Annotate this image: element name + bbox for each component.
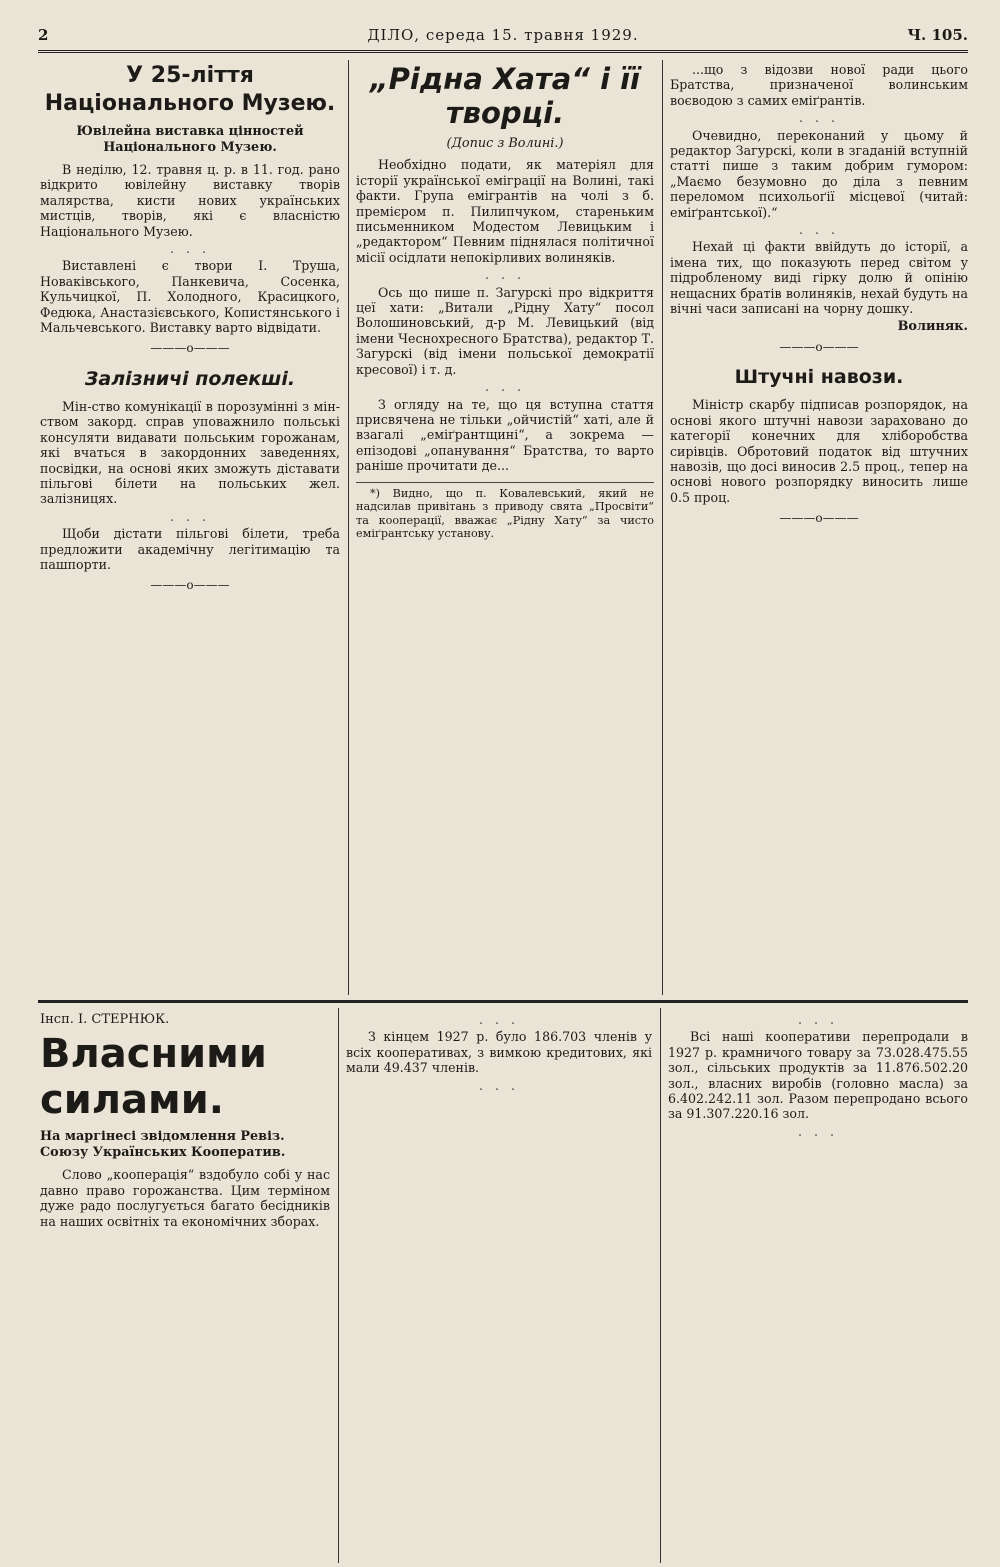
ridna-khata-signature: Волиняк. xyxy=(897,318,968,334)
museum-article-subtitle: Ювілейна виставка цінностей Національного Музею. xyxy=(76,124,304,155)
coop-middle: З кінцем 1927 р. було 186.703 членів у всіх кооперативах, з вимкою кредитових, які мали 49.437 членів. xyxy=(346,1029,652,1076)
ridna-khata-footnote xyxy=(356,482,654,541)
ridna-khata-closing: З огляду на те, що ця вступна стаття присвячена не тільки „ойчистій“ хаті, але й взагалі „еміґрантщині“, а зокрема — епізодові „опанування“ Братства, то варто раніше прочитати де... xyxy=(356,396,654,474)
coop-closing: Всі наші кооперативи перепродали в 1927 р. крамничого товару за 73.028.475.55 зол., сільських продуктів за 11.876.502.20 зол., власних виробів (головно масла) за 6.402.242.11 зол. Разом перепродано всього за 91.307.220.16 зол. xyxy=(668,1029,968,1122)
excerpt-gap: . . . xyxy=(169,241,211,257)
column-1 xyxy=(40,62,340,992)
rail-article-closing: Щоби дістати пільгові білети, треба предложити академічну легітимацію та пашпорти. xyxy=(40,526,340,572)
ridna-khata-cont-closing: Нехай ці факти ввійдуть до історії, а імена тих, що показують перед світом у підробленому виді гірку долю й опінію нещасних братів волиняків, нехай будуть на вічні часи записані на чорну дошку. xyxy=(670,239,968,317)
excerpt-gap: . . . xyxy=(797,1123,839,1139)
ridna-khata-dateline: (Допис з Волині.) xyxy=(446,136,564,151)
ridna-khata-title: „Рідна Хата“ і її творці. xyxy=(370,62,640,130)
fertilizer-title: Штучні навози. xyxy=(734,366,904,389)
fertilizer-text: Міністр скарбу підписав розпорядок, на основі якого штучні навози зараховано до категорії конечних для хліборобства сирівців. Обротовий податок від штучних навозів, що досі виносив 2.5 проц., тепер на основі нового розпорядку виносить лише 0.5 проц. xyxy=(670,397,968,505)
coop-column-2 xyxy=(346,1012,652,1562)
article-end-mark: ———o——— xyxy=(150,341,230,356)
masthead xyxy=(38,26,968,50)
museum-article-title: У 25-ліття Національного Музею. xyxy=(44,63,336,116)
coop-byline: Інсп. І. СТЕРНЮК. xyxy=(40,1012,170,1027)
column-divider xyxy=(662,60,663,995)
ridna-khata-cont-opening: ...що з відозви нової ради цього Братства, призначеної волинським воєводою з самих еміґрантів. xyxy=(670,62,968,108)
article-end-mark: ———o——— xyxy=(779,511,859,526)
excerpt-gap: . . . xyxy=(478,1012,520,1027)
excerpt-gap: . . . xyxy=(484,267,526,283)
excerpt-gap: . . . xyxy=(169,508,211,524)
article-end-mark: ———o——— xyxy=(779,339,859,354)
museum-article-closing: Виставлені є твори І. Труша, Новаківського, Панкевича, Сосенка, Кульчицкої, П. Холодного, Красицкого, Федюка, Анастазієвського, Копистянського і Мальчевського. Виставку варто відвідати. xyxy=(40,258,340,336)
excerpt-gap: . . . xyxy=(798,222,840,238)
column-divider xyxy=(348,60,349,995)
footnote-text: *) Видно, що п. Ковалевський, який не надсилав привітань з приводу свята „Просвіти“ та кооперації, вважає „Рідну Хату“ за чисто еміґрантську установу. xyxy=(356,486,654,541)
section-rule xyxy=(38,1000,968,1003)
coop-title: Власними силами. xyxy=(40,1031,267,1124)
excerpt-gap: . . . xyxy=(798,110,840,126)
column-2 xyxy=(356,62,654,992)
museum-article-opening: В неділю, 12. травня ц. р. в 11. год. рано відкрито ювілейну виставку творів малярства, кисти нових українських мистців, творів, які є власністю Національного Музею. xyxy=(40,162,340,239)
coop-subtitle: На маргінесі звідомлення Ревіз. Союзу Українських Кооператив. xyxy=(40,1129,286,1161)
column-divider xyxy=(338,1008,339,1563)
coop-column-1 xyxy=(40,1012,330,1562)
ridna-khata-middle: Ось що пише п. Загурскі про відкриття цеї хати: „Витали „Рідну Хату“ посол Волошиновський, д-р М. Левицький (від імени Чеснохресного Братства), редактор Т. Загурскі (від імени польської демократії кресової) і т. д. xyxy=(356,284,654,377)
rail-article-opening: Мін-ство комунікації в порозумінні з мін-ством закорд. справ уповажнило польські консуляти видавати польським горожанам, які вчаться в закордонних заведеннях, посвідки, на основі яких зможуть діставати пільгові білети на польських жел. залізницях. xyxy=(40,398,340,507)
article-end-mark: ———o——— xyxy=(150,578,230,593)
excerpt-gap: . . . xyxy=(478,1077,520,1093)
rail-article-title: Залізничі полекші. xyxy=(84,367,296,390)
coop-column-3 xyxy=(668,1012,968,1562)
excerpt-gap: . . . xyxy=(797,1012,839,1027)
paper-and-date: ДІЛО, середа 15. травня 1929. xyxy=(367,26,639,44)
column-3 xyxy=(670,62,968,992)
column-divider xyxy=(660,1008,661,1563)
excerpt-gap: . . . xyxy=(484,379,526,395)
ridna-khata-cont-middle: Очевидно, переконаний у цьому й редактор Загурскі, коли в згаданій вступній статті пише з таким добрим гумором: „Маємо безумовно до діла з певним переломом психольоґії місцевої (читай: еміґрантської).“ xyxy=(670,127,968,220)
page-number: 2 xyxy=(38,26,49,44)
ridna-khata-opening: Необхідно подати, як матеріял для історії української еміграції на Волині, такі факти. Група емігрантів на чолі з б. премієром п. Пилипчуком, стареньким письменником Модестом Левицьким і „редактором“ Певним піднялася політичної місії осідлати непокірливих волиняків. xyxy=(356,157,654,265)
issue-number: Ч. 105. xyxy=(907,26,968,44)
coop-opening: Слово „кооперація“ вздобуло собі у нас давно право горожанства. Цим терміном дуже радо послугується багато бесідників на наших освітніх та економічних зборах. xyxy=(40,1167,330,1229)
masthead-rule xyxy=(38,50,968,53)
